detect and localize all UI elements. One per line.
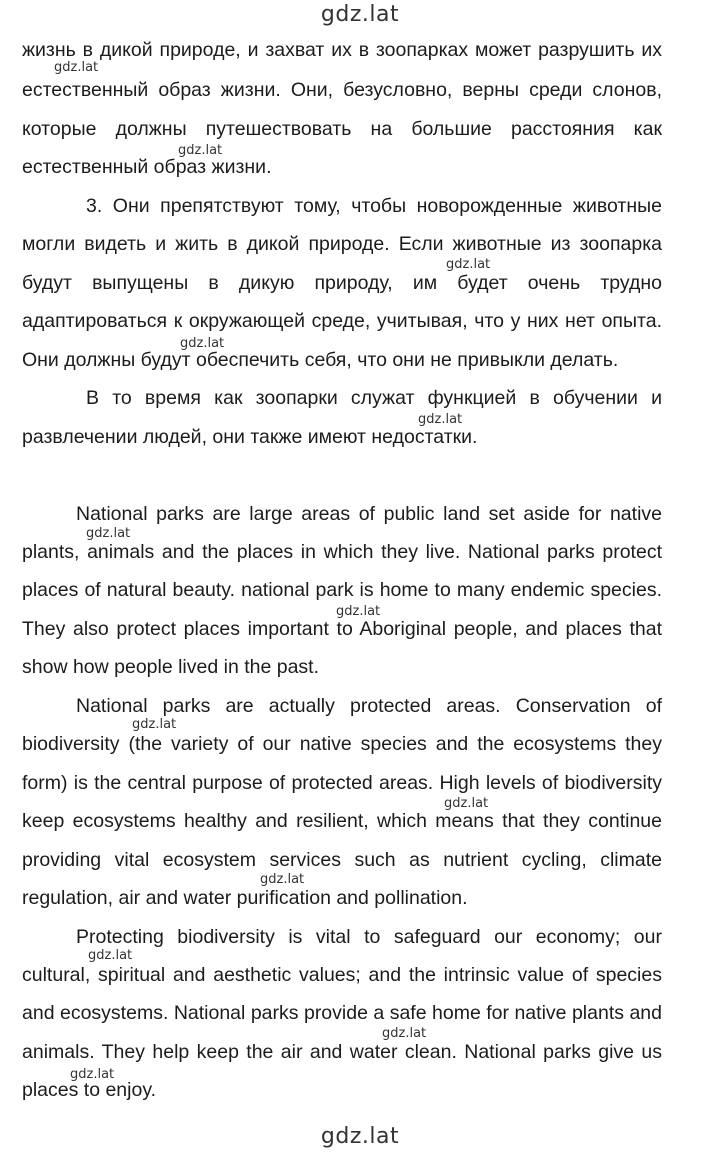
russian-line-1: жизнь в дикой природе, и захват их в зоопарках может разрушить их bbox=[22, 39, 662, 61]
footer-watermark: gdz.lat bbox=[320, 1124, 400, 1149]
inline-watermark: gdz.lat bbox=[86, 526, 131, 541]
inline-watermark: gdz.lat bbox=[54, 60, 99, 75]
inline-watermark: gdz.lat bbox=[444, 796, 489, 811]
english-line-13: cultural, spiritual and aesthetic values; and the intrinsic value of species bbox=[22, 964, 662, 986]
english-line-1: National parks are large areas of public land set aside for native bbox=[76, 503, 662, 525]
english-line-10: providing vital ecosystem services such as nutrient cycling, climate bbox=[22, 849, 662, 871]
russian-line-8: адаптироваться к окружающей среде, учитывая, что у них нет опыта. bbox=[22, 310, 662, 332]
inline-watermark: gdz.lat bbox=[260, 872, 305, 887]
english-line-2: plants, animals and the places in which they live. National parks protect bbox=[22, 541, 662, 563]
russian-line-3: которые должны путешествовать на большие расстояния как bbox=[22, 118, 662, 140]
english-line-5: show how people lived in the past. bbox=[22, 656, 320, 678]
english-line-6: National parks are actually protected areas. Conservation of bbox=[76, 695, 662, 717]
russian-line-4: естественный образ жизни. bbox=[22, 156, 272, 178]
english-line-11: regulation, air and water purification and pollination. bbox=[22, 887, 468, 909]
inline-watermark: gdz.lat bbox=[418, 412, 463, 427]
inline-watermark: gdz.lat bbox=[180, 336, 225, 351]
inline-watermark: gdz.lat bbox=[382, 1026, 427, 1041]
russian-line-5: 3. Они препятствуют тому, чтобы новорожденные животные bbox=[86, 195, 662, 217]
russian-line-10: В то время как зоопарки служат функцией в обучении и bbox=[86, 387, 662, 409]
russian-line-7: будут выпущены в дикую природу, им будет очень трудно bbox=[22, 272, 662, 294]
english-line-3: places of natural beauty. national park is home to many endemic species. bbox=[22, 579, 662, 601]
inline-watermark: gdz.lat bbox=[336, 604, 381, 619]
english-line-12: Protecting biodiversity is vital to safeguard our economy; our bbox=[76, 926, 662, 948]
english-line-15: animals. They help keep the air and water clean. National parks give us bbox=[22, 1041, 662, 1063]
english-line-7: biodiversity (the variety of our native species and the ecosystems they bbox=[22, 733, 662, 755]
russian-line-9: Они должны будут обеспечить себя, что они не привыкли делать. bbox=[22, 349, 619, 371]
inline-watermark: gdz.lat bbox=[446, 257, 491, 272]
english-line-9: keep ecosystems healthy and resilient, which means that they continue bbox=[22, 810, 662, 832]
english-line-14: and ecosystems. National parks provide a safe home for native plants and bbox=[22, 1002, 662, 1024]
english-line-8: form) is the central purpose of protected areas. High levels of biodiversity bbox=[22, 772, 662, 794]
inline-watermark: gdz.lat bbox=[70, 1067, 115, 1082]
english-line-4: They also protect places important to Aboriginal people, and places that bbox=[22, 618, 662, 640]
russian-line-2: естественный образ жизни. Они, безусловно, верны среди слонов, bbox=[22, 79, 662, 101]
russian-line-6: могли видеть и жить в дикой природе. Если животные из зоопарка bbox=[22, 233, 662, 255]
russian-line-11: развлечении людей, они также имеют недостатки. bbox=[22, 426, 478, 448]
inline-watermark: gdz.lat bbox=[88, 948, 133, 963]
english-line-16: places to enjoy. bbox=[22, 1079, 157, 1101]
header-watermark: gdz.lat bbox=[320, 2, 400, 27]
inline-watermark: gdz.lat bbox=[132, 717, 177, 732]
inline-watermark: gdz.lat bbox=[178, 143, 223, 158]
